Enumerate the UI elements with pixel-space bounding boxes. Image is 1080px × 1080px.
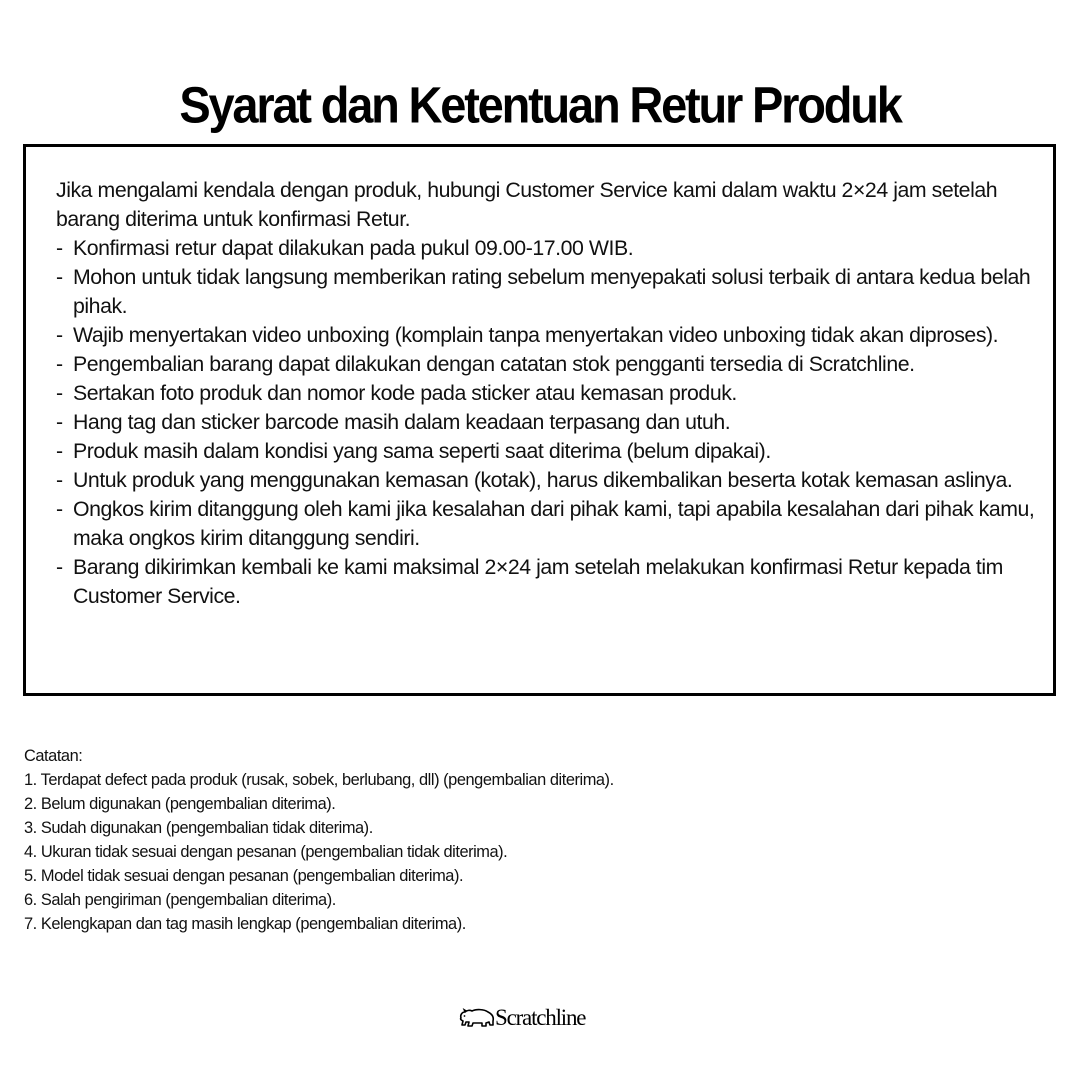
terms-intro: Jika mengalami kendala dengan produk, hubungi Customer Service kami dalam waktu 2×24 jam setelah barang diterima untuk konfirmasi Retur. [56,178,998,231]
rule-text: Untuk produk yang menggunakan kemasan (kotak), harus dikembalikan beserta kotak kemasan aslinya. [73,468,1013,492]
rule-text: Hang tag dan sticker barcode masih dalam keadaan terpasang dan utuh. [73,410,731,434]
bullet-dash: - [56,410,63,434]
notes-heading: Catatan: [24,747,83,765]
terms-content [56,176,1041,611]
rule-item [56,321,1041,350]
bullet-dash: - [56,323,63,347]
rule-item [56,408,1041,437]
bullet-dash: - [56,352,63,376]
bullet-dash: - [56,497,63,521]
note-item: 3. Sudah digunakan (pengembalian tidak diterima). [24,819,373,837]
bullet-dash: - [56,236,63,260]
notes-list [24,768,1024,936]
brand-name: Scratchline [495,1005,586,1030]
note-item: 6. Salah pengiriman (pengembalian diterima). [24,891,336,909]
rule-text: Barang dikirimkan kembali ke kami maksimal 2×24 jam setelah melakukan konfirmasi Retur kepada tim Customer Service. [73,555,1003,608]
bullet-dash: - [56,555,63,579]
terms-box [23,144,1056,696]
rule-item [56,234,1041,263]
bullet-dash: - [56,381,63,405]
bullet-dash: - [56,468,63,492]
rule-text: Mohon untuk tidak langsung memberikan rating sebelum menyepakati solusi terbaik di antara kedua belah pihak. [73,265,1031,318]
note-item: 4. Ukuran tidak sesuai dengan pesanan (pengembalian tidak diterima). [24,843,508,861]
notes-section [24,744,1024,936]
note-item: 5. Model tidak sesuai dengan pesanan (pengembalian diterima). [24,867,464,885]
note-item: 1. Terdapat defect pada produk (rusak, sobek, berlubang, dll) (pengembalian diterima). [24,771,614,789]
rule-text: Produk masih dalam kondisi yang sama seperti saat diterima (belum dipakai). [73,439,771,463]
rule-text: Pengembalian barang dapat dilakukan dengan catatan stok pengganti tersedia di Scratchline. [73,352,915,376]
wombat-icon [458,1006,496,1030]
rule-item [56,495,1041,553]
note-item: 2. Belum digunakan (pengembalian diterima). [24,795,336,813]
note-item: 7. Kelengkapan dan tag masih lengkap (pengembalian diterima). [24,915,466,933]
rule-item [56,350,1041,379]
bullet-dash: - [56,265,63,289]
rule-text: Konfirmasi retur dapat dilakukan pada pukul 09.00-17.00 WIB. [73,236,634,260]
brand-logo [458,1003,585,1033]
rules-list [56,234,1041,611]
rule-item [56,379,1041,408]
rule-item [56,263,1041,321]
rule-item [56,553,1041,611]
rule-text: Sertakan foto produk dan nomor kode pada sticker atau kemasan produk. [73,381,737,405]
rule-item [56,466,1041,495]
rule-text: Ongkos kirim ditanggung oleh kami jika kesalahan dari pihak kami, tapi apabila kesalahan dari pihak kamu, maka ongkos kirim ditanggung sendiri. [73,497,1035,550]
bullet-dash: - [56,439,63,463]
rule-item [56,437,1041,466]
page-title: Syarat dan Ketentuan Retur Produk [179,76,901,134]
rule-text: Wajib menyertakan video unboxing (komplain tanpa menyertakan video unboxing tidak akan diproses). [73,323,999,347]
